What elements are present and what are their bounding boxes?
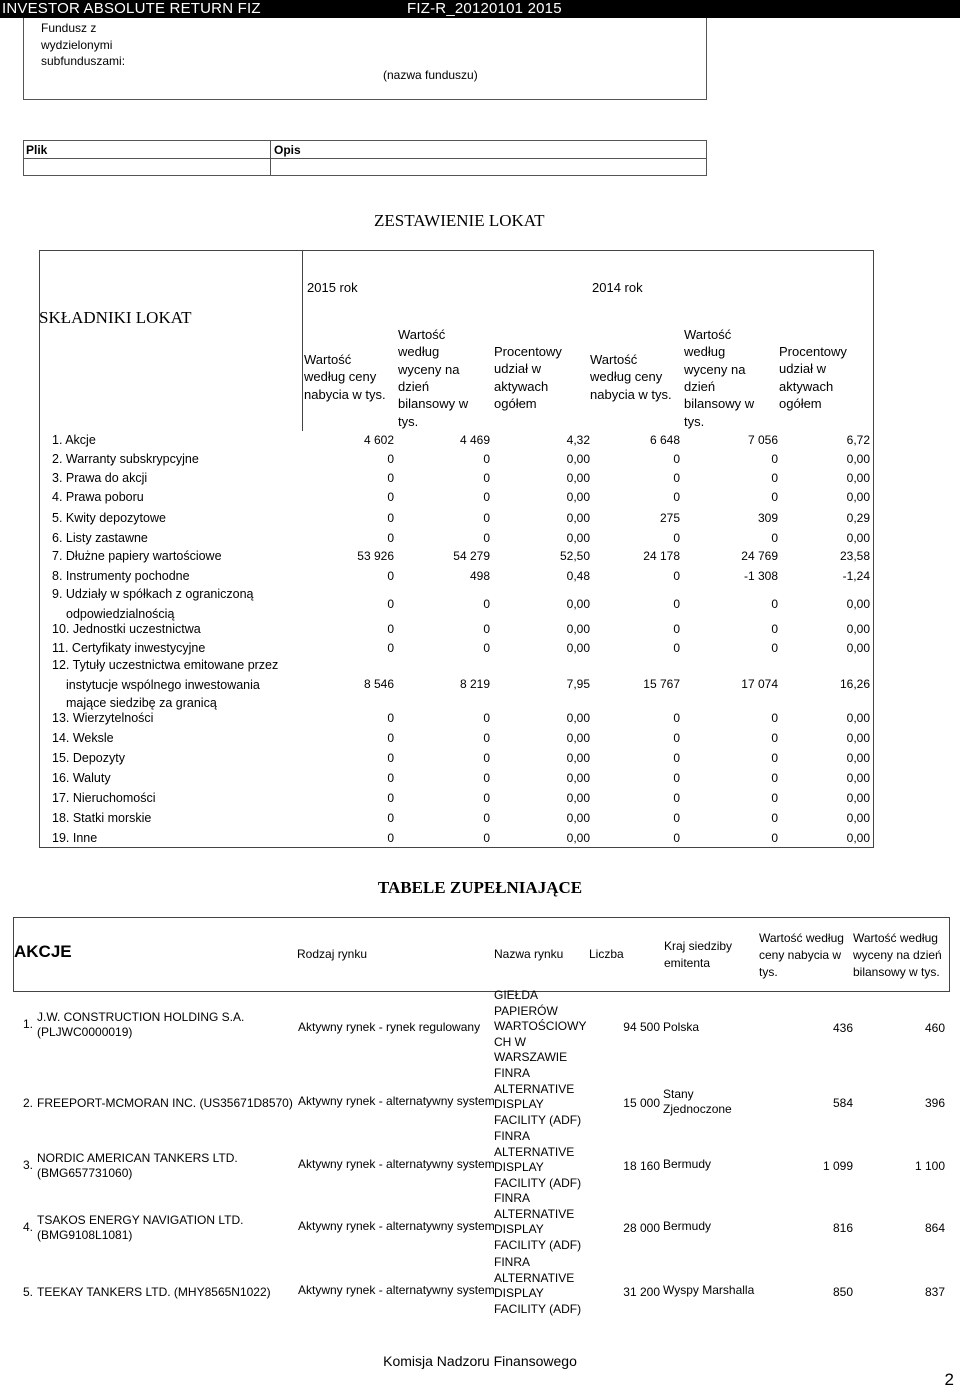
issuer-name: (BMG657731060) (37, 1166, 133, 1180)
market-name-line: ALTERNATIVE (494, 1270, 575, 1285)
investment-value: 52,50 (559, 549, 590, 563)
investment-row (52, 566, 874, 586)
investment-value: 0 (673, 771, 680, 785)
investment-value: 0 (387, 791, 394, 805)
column-header-line: tys. (684, 413, 705, 429)
market-name-line: DISPLAY (494, 1097, 544, 1111)
investment-name: 18. Statki morskie (52, 811, 152, 825)
year-2014-label: 2014 rok (592, 280, 643, 295)
column-header-line: ogółem (779, 395, 822, 411)
investment-name: 8. Instrumenty pochodne (52, 569, 190, 583)
investment-value: 0 (387, 622, 394, 636)
column-header-line: aktywach (494, 378, 549, 394)
market-name-line: FINRA (494, 1066, 530, 1080)
investment-value: 0,00 (566, 531, 590, 545)
valuation-value: 460 (924, 1021, 945, 1035)
market-name-line: FINRA (494, 1191, 530, 1205)
investment-value: 7,95 (566, 677, 590, 691)
market-name-line: CH W (494, 1034, 526, 1049)
market-name-line: FACILITY (ADF) (494, 1112, 582, 1127)
investment-value: 0 (673, 731, 680, 745)
market-name-line: DISPLAY (494, 1222, 544, 1236)
valuation-value: 396 (924, 1096, 945, 1110)
investment-value: 0 (483, 490, 490, 504)
investment-value: 0,00 (846, 622, 870, 636)
investment-value: 0 (387, 511, 394, 525)
fund-code-title: INVESTOR ABSOLUTE RETURN FIZ (2, 0, 261, 17)
investment-value: 0 (673, 751, 680, 765)
country-header-line: emitenta (664, 956, 711, 970)
investment-value: 0 (387, 597, 394, 611)
investment-value: 0,00 (566, 641, 590, 655)
investment-name: 2. Warranty subskrypcyjne (52, 452, 199, 466)
column-header-line: Wartość (684, 327, 732, 342)
fund-label-line: subfunduszami: (41, 54, 126, 68)
investment-value: 0,00 (846, 490, 870, 504)
investment-value: 0 (387, 490, 394, 504)
fund-label-line: Fundusz z (41, 21, 97, 35)
value-header-line: Wartość według (853, 931, 938, 945)
investment-row (52, 528, 874, 548)
investment-value: 0,29 (846, 511, 870, 525)
investment-name: 15. Depozyty (52, 751, 125, 765)
row-number: 3. (23, 1158, 34, 1172)
column-header-line: bilansowy w (684, 396, 755, 412)
investment-row (52, 808, 874, 828)
market-name-line: FINRA (494, 1255, 530, 1269)
investment-row (52, 748, 874, 768)
market-name-line: WARTOŚCIOWY (494, 1019, 587, 1033)
valuation-value: 864 (924, 1221, 945, 1235)
investment-name: 12. Tytuły uczestnictwa emitowane przez (52, 658, 279, 672)
investment-value: 0 (483, 811, 490, 825)
investment-row (52, 828, 874, 848)
investment-value: -1 308 (743, 569, 778, 583)
investment-value: 0,00 (846, 751, 870, 765)
investment-value: 0 (387, 471, 394, 485)
investment-value: 0,00 (566, 471, 590, 485)
investment-value: 0 (771, 731, 778, 745)
investment-row (52, 768, 874, 788)
market-name-line: WARSZAWIE (494, 1050, 568, 1064)
investment-value: 4 602 (363, 433, 394, 447)
column-header-line: ogółem (494, 395, 537, 411)
investment-value: 0 (673, 831, 680, 845)
shares-label: AKCJE (14, 942, 72, 961)
cost-value: 850 (832, 1285, 853, 1299)
share-count: 15 000 (623, 1096, 660, 1110)
investment-value: 0 (673, 641, 680, 655)
investment-row (52, 586, 874, 622)
investment-value: 0,00 (566, 751, 590, 765)
market-name-line: DISPLAY (494, 1160, 544, 1174)
investment-value: 8 219 (459, 677, 490, 691)
market-type: Aktywny rynek - alternatywny system (298, 1219, 495, 1233)
share-count: 31 200 (623, 1285, 660, 1299)
investment-value: 0,00 (566, 711, 590, 725)
investment-value: 0 (483, 711, 490, 725)
investment-row (52, 508, 874, 528)
investment-value: 0,00 (846, 641, 870, 655)
investment-value: 0,00 (846, 831, 870, 845)
investment-name: 14. Weksle (52, 731, 114, 745)
issuer-country: Polska (663, 1020, 700, 1034)
investment-row (52, 546, 874, 566)
investment-value: 0,00 (566, 811, 590, 825)
page-number: 2 (944, 1370, 954, 1389)
investment-value: 0 (387, 731, 394, 745)
investment-value: 0 (771, 597, 778, 611)
investment-value: 0 (771, 711, 778, 725)
investment-value: 0 (483, 622, 490, 636)
market-name-line: FINRA (494, 1129, 530, 1143)
issuer-country: Stany (663, 1087, 694, 1101)
investment-value: 0 (673, 490, 680, 504)
investment-value: 0,00 (566, 452, 590, 466)
investment-value: 0 (387, 641, 394, 655)
investment-value: 0 (387, 711, 394, 725)
investment-name: 1. Akcje (52, 433, 96, 447)
investment-value: 0,00 (846, 731, 870, 745)
investment-value: 0 (483, 731, 490, 745)
table-divider (302, 251, 303, 431)
valuation-value: 1 100 (914, 1159, 945, 1173)
investment-value: 0 (673, 791, 680, 805)
investment-value: 0 (771, 622, 778, 636)
column-header-line: Wartość (304, 352, 352, 367)
investment-name: mające siedzibę za granicą (66, 696, 217, 710)
investment-value: 0,00 (846, 597, 870, 611)
investment-value: 0 (673, 711, 680, 725)
column-header-line: według ceny (304, 369, 377, 385)
investment-value: 0 (673, 597, 680, 611)
row-number: 4. (23, 1220, 34, 1234)
cost-value: 1 099 (822, 1159, 853, 1173)
shares-row (0, 988, 960, 1064)
country-header-line: Kraj siedziby (664, 939, 733, 953)
investment-value: 0 (387, 811, 394, 825)
investment-value: 6,72 (846, 433, 870, 447)
description-column-header: Opis (274, 143, 301, 157)
investment-value: 0 (771, 641, 778, 655)
investment-value: 15 767 (643, 677, 680, 691)
file-column-header: Plik (26, 143, 48, 157)
investment-value: 0 (387, 831, 394, 845)
column-header-line: udział w (494, 361, 541, 377)
investment-name: 7. Dłużne papiery wartościowe (52, 549, 222, 563)
investment-value: 0 (483, 641, 490, 655)
issuer-country: Bermudy (663, 1157, 712, 1171)
investment-value: 0,00 (846, 452, 870, 466)
investment-row (52, 638, 874, 658)
issuer-name: TEEKAY TANKERS LTD. (MHY8565N1022) (37, 1285, 271, 1299)
investment-value: 0 (771, 751, 778, 765)
issuer-name: (PLJWC0000019) (37, 1025, 133, 1039)
column-header-line: wyceny na (398, 361, 460, 377)
shares-row (0, 1191, 960, 1255)
market-name-line: GIEŁDA (494, 988, 539, 1002)
document-header-bar (0, 0, 960, 18)
column-header-line: aktywach (779, 378, 834, 394)
market-name-line: ALTERNATIVE (494, 1144, 575, 1159)
investment-value: 0 (387, 452, 394, 466)
investment-value: 0,00 (566, 511, 590, 525)
column-header-line: udział w (779, 361, 826, 377)
investment-row (52, 449, 874, 469)
investment-value: 0,00 (846, 791, 870, 805)
investment-name: instytucje wspólnego inwestowania (66, 678, 260, 692)
investment-value: 8 546 (363, 677, 394, 691)
investment-value: 0 (771, 490, 778, 504)
investment-value: 0,00 (846, 711, 870, 725)
column-header-line: według (398, 344, 440, 360)
column-header-line: Procentowy (779, 344, 847, 359)
fund-label-line: wydzielonymi (41, 38, 113, 52)
investment-value: 0 (483, 511, 490, 525)
investment-name: 19. Inne (52, 831, 98, 845)
market-type: Aktywny rynek - alternatywny system (298, 1157, 495, 1171)
file-table-divider (270, 141, 271, 175)
investment-value: 0 (483, 831, 490, 845)
column-header-line: według ceny (590, 369, 663, 385)
investment-value: 0 (483, 751, 490, 765)
market-type: Aktywny rynek - rynek regulowany (298, 1020, 481, 1034)
investment-name: 13. Wierzytelności (52, 711, 154, 725)
investment-value: 0 (387, 751, 394, 765)
investment-row (52, 468, 874, 488)
investment-value: 0 (771, 791, 778, 805)
investment-value: 0,00 (566, 831, 590, 845)
market-name-line: FACILITY (ADF) (494, 1175, 582, 1190)
investment-value: 0,00 (566, 490, 590, 504)
supplementary-title: TABELE ZUPEŁNIAJĄCE (377, 878, 583, 897)
investment-name: 3. Prawa do akcji (52, 471, 148, 485)
valuation-value: 837 (924, 1285, 945, 1299)
investment-value: -1,24 (842, 569, 870, 583)
market-name-line: DISPLAY (494, 1286, 544, 1300)
column-header-line: wyceny na (684, 361, 746, 377)
investment-value: 4,32 (566, 433, 590, 447)
investment-value: 0 (483, 771, 490, 785)
investment-value: 53 926 (357, 549, 394, 563)
investment-value: 309 (757, 511, 778, 525)
investment-value: 0,00 (566, 771, 590, 785)
cost-header-line: ceny nabycia w (759, 948, 842, 962)
cost-header-line: Wartość według (759, 931, 844, 945)
investment-value: 0,48 (566, 569, 590, 583)
investment-row (52, 619, 874, 639)
investment-value: 0 (483, 531, 490, 545)
investment-name: 4. Prawa poboru (52, 490, 144, 504)
investment-value: 24 178 (643, 549, 680, 563)
share-count: 94 500 (623, 1020, 660, 1034)
investment-row (52, 430, 874, 450)
issuer-name: (BMG9108L1081) (37, 1228, 133, 1242)
investment-value: 0 (771, 531, 778, 545)
investment-name: 11. Certyfikaty inwestycyjne (52, 641, 206, 655)
row-number: 5. (23, 1285, 34, 1299)
market-name-header: Nazwa rynku (494, 947, 564, 961)
investment-value: 0 (673, 569, 680, 583)
investment-value: 0 (673, 531, 680, 545)
investment-value: 0 (771, 831, 778, 845)
investment-value: 4 469 (459, 433, 490, 447)
investment-value: 6 648 (649, 433, 680, 447)
column-header-line: Procentowy (494, 344, 562, 359)
row-number: 1. (23, 1017, 34, 1031)
issuer-name: NORDIC AMERICAN TANKERS LTD. (37, 1151, 238, 1165)
issuer-name: TSAKOS ENERGY NAVIGATION LTD. (37, 1213, 244, 1227)
investment-value: 0,00 (566, 791, 590, 805)
issuer-country: Bermudy (663, 1219, 712, 1233)
investment-value: 275 (659, 511, 680, 525)
investment-value: 16,26 (839, 677, 870, 691)
year-2015-label: 2015 rok (307, 280, 358, 295)
investment-value: 17 074 (741, 677, 778, 691)
column-header-line: bilansowy w (398, 396, 469, 412)
row-number: 2. (23, 1096, 34, 1110)
investment-value: 0,00 (566, 597, 590, 611)
column-header-line: nabycia w tys. (590, 386, 672, 402)
investment-value: 0,00 (566, 731, 590, 745)
issuer-name: J.W. CONSTRUCTION HOLDING S.A. (37, 1010, 245, 1024)
investment-value: 0 (483, 597, 490, 611)
investment-value: 0,00 (846, 531, 870, 545)
cost-value: 436 (832, 1021, 853, 1035)
investment-value: 0 (771, 811, 778, 825)
column-header-line: Wartość (590, 352, 638, 367)
file-table (23, 140, 707, 176)
investment-value: 498 (469, 569, 490, 583)
column-header-line: dzień (398, 378, 430, 394)
investment-row (52, 788, 874, 808)
value-header-line: wyceny na dzień (853, 948, 942, 962)
market-type: Aktywny rynek - alternatywny system (298, 1283, 495, 1297)
share-count: 18 160 (623, 1159, 660, 1173)
investment-name: 16. Waluty (52, 771, 111, 785)
investment-name: 9. Udziały w spółkach z ograniczoną (52, 587, 254, 601)
investment-row (52, 708, 874, 728)
investment-value: 0 (673, 471, 680, 485)
column-header-line: dzień (684, 378, 716, 394)
fund-name-caption: (nazwa funduszu) (383, 68, 478, 82)
investment-name: odpowiedzialnością (66, 607, 175, 621)
investment-value: 0,00 (846, 811, 870, 825)
investment-value: 0 (387, 531, 394, 545)
investment-name: 10. Jednostki uczestnictwa (52, 622, 201, 636)
investment-value: 0 (673, 811, 680, 825)
investment-value: 7 056 (747, 433, 778, 447)
column-header-line: nabycia w tys. (304, 386, 386, 402)
market-type-header: Rodzaj rynku (297, 947, 368, 961)
investment-row (52, 728, 874, 748)
investment-value: 0,00 (846, 471, 870, 485)
page-title: ZESTAWIENIE LOKAT (374, 211, 545, 230)
market-type: Aktywny rynek - alternatywny system (298, 1094, 495, 1108)
investment-value: 0 (771, 452, 778, 466)
footer-text: Komisja Nadzoru Finansowego (383, 1353, 577, 1369)
investment-value: 0 (483, 471, 490, 485)
investment-name: 17. Nieruchomości (52, 791, 156, 805)
investment-name: 5. Kwity depozytowe (52, 511, 166, 525)
cost-value: 584 (832, 1096, 853, 1110)
market-name-line: ALTERNATIVE (494, 1206, 575, 1221)
report-code: FIZ-R_20120101 2015 (407, 0, 562, 17)
column-header-line: według (684, 344, 726, 360)
issuer-country: Zjednoczone (663, 1102, 732, 1116)
value-header-line: bilansowy w tys. (853, 965, 940, 979)
count-header: Liczba (589, 947, 624, 961)
investment-value: 0 (771, 771, 778, 785)
investment-value: 23,58 (839, 549, 870, 563)
investment-value: 0 (483, 791, 490, 805)
investment-value: 0 (673, 622, 680, 636)
investment-value: 0 (387, 569, 394, 583)
shares-row (0, 1129, 960, 1193)
column-header-line: Wartość (398, 327, 446, 342)
cost-header-line: tys. (759, 965, 778, 979)
market-name-line: ALTERNATIVE (494, 1081, 575, 1096)
investment-value: 54 279 (453, 549, 490, 563)
investments-heading: SKŁADNIKI LOKAT (39, 308, 192, 327)
market-name-line: PAPIERÓW (494, 1003, 558, 1018)
file-table-header (24, 141, 706, 159)
investment-value: 0,00 (846, 771, 870, 785)
investment-row (52, 657, 874, 711)
investment-value: 0 (771, 471, 778, 485)
market-name-line: FACILITY (ADF) (494, 1237, 582, 1252)
issuer-name: FREEPORT-MCMORAN INC. (US35671D8570) (37, 1096, 293, 1110)
column-header-line: tys. (398, 413, 419, 429)
investment-value: 0 (673, 452, 680, 466)
market-name-line: FACILITY (ADF) (494, 1301, 582, 1316)
investment-value: 0 (483, 452, 490, 466)
shares-row (0, 1066, 960, 1130)
investment-value: 0 (387, 771, 394, 785)
share-count: 28 000 (623, 1221, 660, 1235)
cost-value: 816 (832, 1221, 853, 1235)
investment-value: 24 769 (741, 549, 778, 563)
investment-row (52, 487, 874, 507)
shares-row (0, 1255, 960, 1319)
investment-value: 0,00 (566, 622, 590, 636)
issuer-country: Wyspy Marshalla (663, 1283, 755, 1297)
investment-name: 6. Listy zastawne (52, 531, 148, 545)
